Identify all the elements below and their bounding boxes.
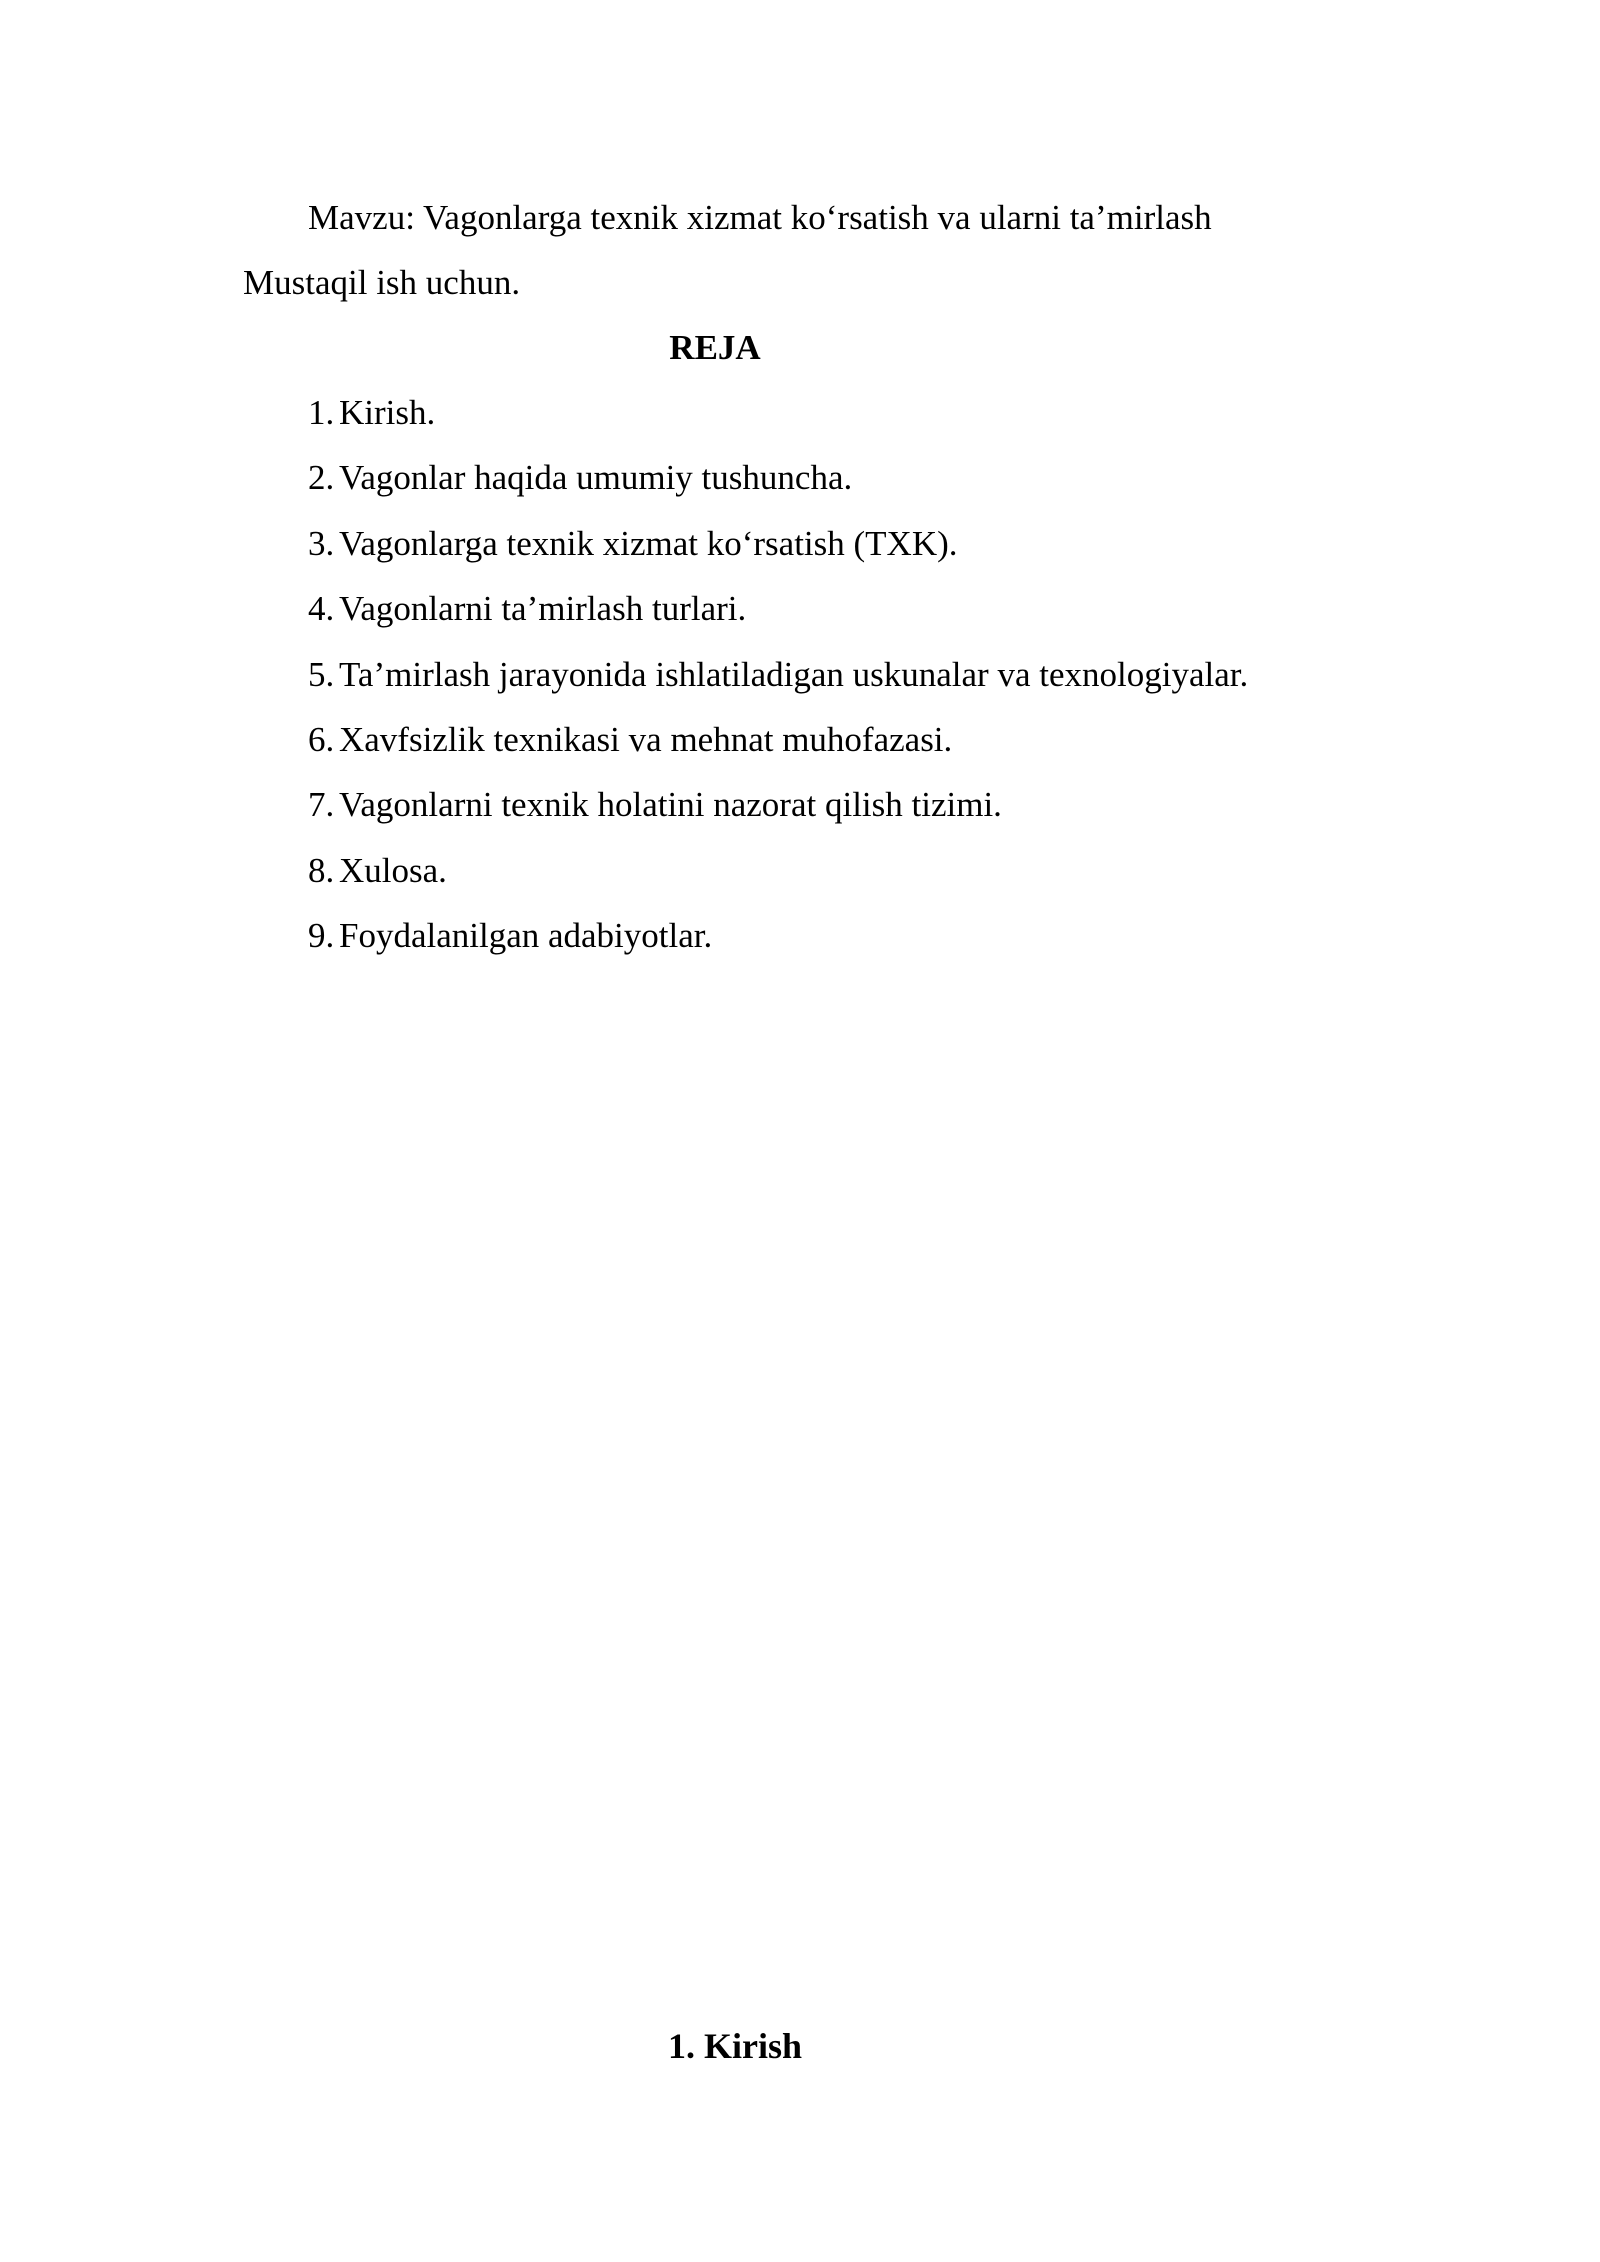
plan-item-8 xyxy=(308,851,1248,916)
topic-line: Mavzu: Vagonlarga texnik xizmat ko‘rsatish va ularni ta’mirlash xyxy=(308,198,1212,237)
plan-item-1 xyxy=(308,393,1248,458)
plan-item-text: Kirish. xyxy=(339,393,436,432)
plan-item-number: 8. xyxy=(308,850,335,890)
plan-item-text: Vagonlar haqida umumiy tushuncha. xyxy=(339,458,853,498)
plan-item-number: 6. xyxy=(308,719,335,759)
plan-item-6 xyxy=(308,720,1248,785)
plan-item-number: 3. xyxy=(308,523,335,563)
plan-item-number: 9. xyxy=(308,916,335,956)
plan-item-number: 1. xyxy=(308,393,335,432)
plan-item-text: Xavfsizlik texnikasi va mehnat muhofazasi. xyxy=(339,719,953,759)
plan-heading: REJA xyxy=(669,328,761,367)
plan-item-4 xyxy=(308,589,1248,654)
plan-item-3 xyxy=(308,524,1248,589)
plan-item-number: 7. xyxy=(308,785,335,825)
plan-item-text: Xulosa. xyxy=(339,850,447,890)
plan-item-number: 5. xyxy=(308,654,335,694)
section-heading: 1. Kirish xyxy=(667,2026,802,2066)
plan-item-number: 4. xyxy=(308,589,335,629)
plan-item-text: Vagonlarni ta’mirlash turlari. xyxy=(339,589,747,629)
plan-item-9 xyxy=(308,916,1248,981)
plan-item-5 xyxy=(308,655,1248,720)
plan-item-text: Vagonlarni texnik holatini nazorat qilish tizimi. xyxy=(339,785,1002,825)
plan-item-2 xyxy=(308,458,1248,523)
plan-item-text: Ta’mirlash jarayonida ishlatiladigan uskunalar va texnologiyalar. xyxy=(339,654,1249,694)
plan-item-7 xyxy=(308,785,1248,850)
plan-item-number: 2. xyxy=(308,458,335,498)
plan-item-text: Vagonlarga texnik xizmat ko‘rsatish (TXK). xyxy=(339,523,958,563)
plan-list xyxy=(308,393,1248,982)
plan-item-text: Foydalanilgan adabiyotlar. xyxy=(339,916,713,956)
subtitle-line: Mustaqil ish uchun. xyxy=(243,263,521,302)
